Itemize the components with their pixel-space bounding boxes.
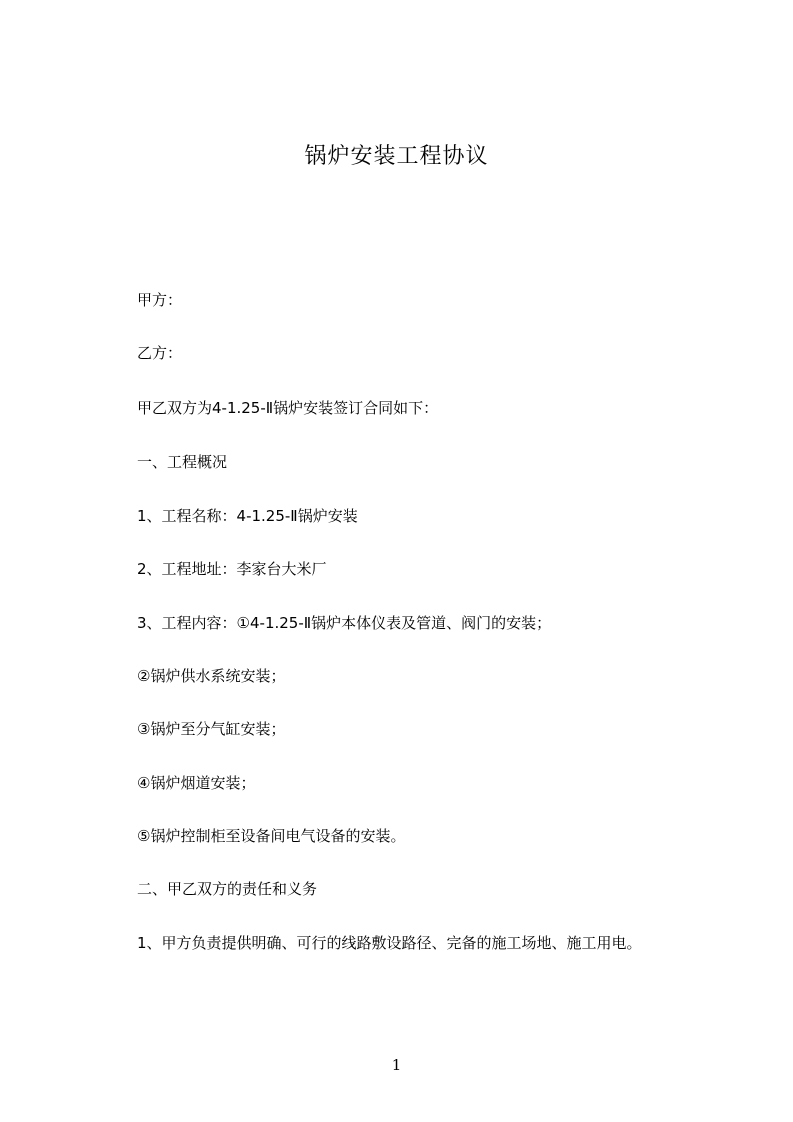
content-item-2: ②锅炉供水系统安装； — [137, 667, 286, 685]
section-heading-project-overview: 一、工程概况 — [137, 453, 228, 471]
content-item-3: ③锅炉至分气缸安装； — [137, 720, 286, 738]
responsibility-item-1: 1、甲方负责提供明确、可行的线路敷设路径、完备的施工场地、施工用电。 — [137, 934, 642, 952]
project-address-line: 2、工程地址：李家台大米厂 — [137, 560, 327, 578]
content-item-5: ⑤锅炉控制柜至设备间电气设备的安装。 — [137, 827, 406, 845]
content-item-4: ④锅炉烟道安装； — [137, 774, 256, 792]
contract-intro-paragraph: 甲乙双方为4-1.25-Ⅱ锅炉安装签订合同如下： — [137, 399, 439, 417]
section-heading-responsibilities: 二、甲乙双方的责任和义务 — [137, 880, 318, 898]
party-b-line: 乙方： — [137, 344, 183, 362]
party-a-line: 甲方： — [137, 291, 183, 309]
project-content-line: 3、工程内容：①4-1.25-Ⅱ锅炉本体仪表及管道、阀门的安装； — [137, 614, 552, 632]
project-name-line: 1、工程名称：4-1.25-Ⅱ锅炉安装 — [137, 507, 358, 525]
document-title: 锅炉安装工程协议 — [304, 144, 489, 169]
page-number: 1 — [391, 1056, 402, 1074]
